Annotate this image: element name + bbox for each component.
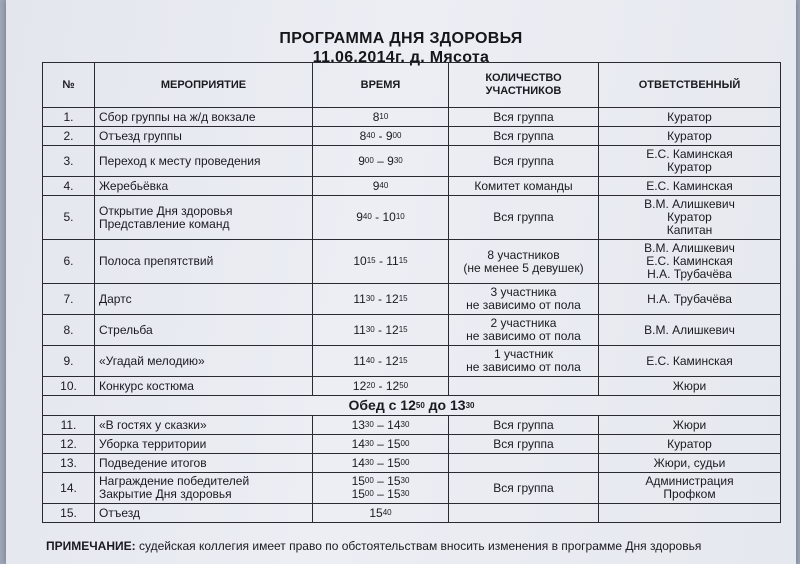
time-text: 8 (359, 128, 367, 143)
responsible-cell (599, 416, 781, 435)
responsible-name: Н.А. Трубачёва (647, 291, 732, 306)
time-text: 11 (353, 291, 366, 306)
participants-cell (449, 196, 599, 240)
row-number: 5. (43, 196, 95, 240)
note-text: судейская коллегия имеет право по обстоятельствам вносить изменения в программе Дня здоровья (135, 539, 702, 553)
time-superscript: 40 (365, 355, 375, 365)
lunch-break (43, 396, 781, 416)
time-text: 9 (358, 153, 365, 168)
notice-sheet (6, 0, 796, 564)
responsible-cell (599, 504, 781, 523)
time-superscript: 10 (395, 212, 405, 221)
header-time: ВРЕМЯ (313, 63, 449, 108)
time-text: - 12 (375, 378, 400, 393)
time-line (317, 211, 444, 224)
time-superscript: 30 (393, 155, 403, 165)
time-line (317, 507, 444, 520)
time-text: - 11 (375, 254, 399, 268)
participants-cell (449, 416, 599, 435)
row-number: 2. (43, 127, 95, 146)
time-text: - 9 (375, 128, 393, 143)
responsible-name: Куратор (667, 128, 712, 143)
row-number: 7. (43, 284, 95, 315)
table-row (43, 284, 781, 315)
event-name: «В гостях у сказки» (99, 417, 207, 432)
program-title: ПРОГРАММА ДНЯ ЗДОРОВЬЯ (279, 30, 523, 47)
responsible-name: Е.С. Каминская (646, 254, 733, 268)
row-number: 13. (43, 454, 95, 473)
participants-text: не зависимо от пола (466, 298, 581, 312)
event-cell (95, 284, 313, 315)
responsible-cell (599, 108, 781, 127)
time-text: 15 (351, 474, 365, 488)
participants-text: не зависимо от пола (466, 329, 581, 343)
event-name: Полоса препятствий (99, 254, 214, 268)
participants-text: Вся группа (493, 153, 554, 168)
time-text: - 12 (374, 322, 399, 337)
participants-cell (449, 177, 599, 196)
event-cell (95, 377, 313, 396)
time-superscript: 10 (379, 111, 389, 121)
row-number: 4. (43, 177, 95, 196)
time-superscript: 30 (364, 457, 374, 467)
time-cell (313, 196, 449, 240)
time-text: - 12 (374, 291, 399, 306)
time-superscript: 15 (398, 355, 408, 365)
time-superscript: 30 (465, 401, 475, 410)
responsible-cell (599, 473, 781, 504)
participants-cell (449, 377, 599, 396)
event-name: Закрытие Дня здоровья (99, 487, 232, 501)
time-text: 12 (352, 378, 367, 393)
time-superscript: 00 (400, 438, 410, 448)
responsible-cell (599, 196, 781, 240)
time-superscript: 40 (379, 180, 389, 190)
time-line (317, 380, 444, 393)
lunch-row (43, 396, 781, 416)
time-superscript: 30 (364, 438, 374, 448)
time-text: – 9 (373, 153, 394, 168)
event-name: Уборка территории (99, 436, 207, 451)
participants-cell (449, 315, 599, 346)
event-name: Открытие Дня здоровья (99, 203, 233, 218)
participants-text: Вся группа (493, 417, 554, 432)
time-superscript: 40 (382, 507, 392, 517)
responsible-cell (599, 177, 781, 196)
event-cell (95, 504, 313, 523)
time-text: - 12 (374, 353, 399, 368)
header-responsible: ОТВЕТСТВЕННЫЙ (599, 63, 781, 108)
row-number: 1. (43, 108, 95, 127)
responsible-cell (599, 377, 781, 396)
time-superscript: 40 (362, 212, 372, 221)
event-name: Отъезд (99, 505, 140, 520)
time-superscript: 30 (400, 419, 410, 429)
event-cell (95, 177, 313, 196)
responsible-cell (599, 346, 781, 377)
event-cell (95, 240, 313, 284)
responsible-name: Е.С. Каминская (646, 353, 733, 368)
time-cell (313, 454, 449, 473)
table-row (43, 473, 781, 504)
time-superscript: 30 (400, 489, 410, 498)
participants-text: Вся группа (493, 109, 554, 124)
time-text: – 15 (373, 436, 401, 451)
responsible-name: Куратор (667, 436, 712, 451)
time-superscript: 00 (392, 130, 402, 140)
responsible-cell (599, 127, 781, 146)
participants-text: Вся группа (493, 436, 554, 451)
responsible-name: Е.С. Каминская (646, 147, 733, 161)
time-line (317, 438, 444, 451)
participants-text: 2 участника (490, 316, 557, 330)
time-superscript: 20 (366, 380, 376, 390)
row-number: 3. (43, 146, 95, 177)
time-cell (313, 177, 449, 196)
participants-text: 1 участник (493, 347, 553, 361)
row-number: 14. (43, 473, 95, 504)
time-line (317, 255, 444, 268)
time-text: – 15 (373, 487, 401, 501)
time-text: – 14 (373, 417, 401, 432)
table-row (43, 127, 781, 146)
time-text: 9 (356, 210, 363, 224)
time-cell (313, 315, 449, 346)
responsible-name: В.М. Алишкевич (644, 322, 735, 337)
note-label: ПРИМЕЧАНИЕ: (46, 539, 136, 553)
time-superscript: 15 (398, 324, 408, 334)
time-text: 8 (372, 109, 380, 124)
time-line (317, 130, 444, 143)
time-line (317, 419, 444, 432)
event-cell (95, 473, 313, 504)
time-cell (313, 346, 449, 377)
participants-text: Комитет команды (474, 178, 573, 193)
time-cell (313, 416, 449, 435)
responsible-name: Куратор (667, 160, 712, 174)
program-date-place: 11.06.2014г. д. Мясота (312, 49, 490, 66)
time-superscript: 30 (364, 419, 374, 429)
event-name: Отъезд группы (99, 128, 182, 143)
time-cell (313, 435, 449, 454)
table-row (43, 240, 781, 284)
responsible-cell (599, 146, 781, 177)
responsible-cell (599, 454, 781, 473)
participants-cell (449, 108, 599, 127)
event-name: Сбор группы на ж/д вокзале (99, 109, 256, 124)
event-name: Награждение победителей (99, 474, 250, 488)
responsible-name: Куратор (667, 109, 712, 124)
time-superscript: 30 (400, 476, 410, 485)
time-text: 11 (353, 322, 366, 337)
row-number: 12. (43, 435, 95, 454)
time-line (317, 293, 444, 306)
event-cell (95, 435, 313, 454)
table-header-row (43, 63, 781, 108)
responsible-cell (599, 240, 781, 284)
event-cell (95, 454, 313, 473)
row-number: 10. (43, 377, 95, 396)
table-row (43, 504, 781, 523)
time-cell (313, 240, 449, 284)
participants-text: не зависимо от пола (466, 360, 581, 374)
responsible-name: Жюри, судьи (653, 455, 726, 470)
responsible-cell (599, 435, 781, 454)
participants-cell (449, 127, 599, 146)
event-cell (95, 127, 313, 146)
time-text: 14 (351, 455, 365, 470)
event-cell (95, 196, 313, 240)
time-cell (313, 284, 449, 315)
event-name: Дартс (99, 291, 132, 306)
event-name: Конкурс костюма (99, 378, 194, 393)
event-cell (95, 146, 313, 177)
participants-cell (449, 346, 599, 377)
header-participants: КОЛИЧЕСТВО УЧАСТНИКОВ (449, 63, 599, 108)
row-number: 8. (43, 315, 95, 346)
participants-cell (449, 435, 599, 454)
row-number: 6. (43, 240, 95, 284)
table-row (43, 377, 781, 396)
time-cell (313, 377, 449, 396)
event-name: Жеребьёвка (99, 178, 169, 193)
header-num: № (43, 63, 95, 108)
time-superscript: 40 (366, 130, 376, 140)
table-row (43, 454, 781, 473)
table-row (43, 108, 781, 127)
time-cell (313, 146, 449, 177)
time-text: – 15 (373, 455, 401, 470)
participants-text: 3 участника (490, 285, 557, 299)
time-text: 9 (372, 178, 380, 193)
responsible-name: Администрация (645, 474, 734, 488)
event-name: Представление команд (99, 216, 230, 231)
time-text: - 10 (371, 210, 396, 224)
responsible-name: В.М. Алишкевич (644, 241, 735, 255)
row-number: 11. (43, 416, 95, 435)
participants-cell (449, 146, 599, 177)
time-cell (313, 473, 449, 504)
time-superscript: 50 (415, 401, 425, 410)
time-text: 10 (353, 254, 367, 268)
responsible-cell (599, 315, 781, 346)
time-text: до 13 (424, 397, 466, 413)
time-superscript: 30 (365, 293, 375, 303)
time-superscript: 30 (365, 324, 375, 334)
table-row (43, 435, 781, 454)
time-text: 11 (353, 353, 366, 368)
participants-cell (449, 454, 599, 473)
time-superscript: 15 (398, 256, 408, 265)
responsible-name: Капитан (666, 223, 713, 237)
time-text: Обед с 12 (348, 397, 416, 413)
time-line (317, 155, 444, 168)
time-line (317, 180, 444, 193)
time-superscript: 00 (400, 457, 410, 467)
note (46, 539, 701, 553)
event-cell (95, 346, 313, 377)
table-row (43, 416, 781, 435)
event-cell (95, 416, 313, 435)
time-superscript: 50 (399, 380, 409, 390)
time-line (317, 457, 444, 470)
time-text: – 15 (373, 474, 401, 488)
time-line (317, 324, 444, 337)
event-cell (95, 315, 313, 346)
table-row (43, 315, 781, 346)
responsible-name: Профком (663, 487, 716, 501)
participants-cell (449, 284, 599, 315)
responsible-name: Жюри (672, 378, 707, 393)
table-row (43, 177, 781, 196)
participants-text: (не менее 5 девушек) (463, 260, 584, 275)
time-superscript: 15 (398, 293, 408, 303)
table-row (43, 346, 781, 377)
time-text: 13 (351, 417, 365, 432)
participants-text: 8 участников (487, 247, 560, 262)
header-event: МЕРОПРИЯТИЕ (95, 63, 313, 108)
time-cell (313, 127, 449, 146)
event-name: Переход к месту проведения (99, 153, 261, 168)
time-text: 14 (351, 436, 365, 451)
time-line (317, 355, 444, 368)
participants-cell (449, 473, 599, 504)
event-name: Стрельба (99, 322, 153, 337)
row-number: 15. (43, 504, 95, 523)
event-name: «Угадай мелодию» (99, 353, 205, 368)
responsible-cell (599, 284, 781, 315)
participants-cell (449, 504, 599, 523)
time-superscript: 00 (364, 476, 374, 485)
responsible-name: Н.А. Трубачёва (647, 267, 732, 281)
responsible-name: Е.С. Каминская (646, 178, 733, 193)
participants-text: Вся группа (493, 210, 554, 224)
participants-text: Вся группа (493, 480, 554, 495)
program-table (42, 62, 781, 523)
responsible-name: Куратор (667, 210, 712, 224)
time-superscript: 15 (366, 256, 376, 265)
table-body (43, 108, 781, 523)
table-row (43, 196, 781, 240)
time-text: 15 (369, 505, 383, 520)
table-row (43, 146, 781, 177)
time-text: 15 (351, 487, 365, 501)
time-superscript: 00 (364, 489, 374, 498)
event-cell (95, 108, 313, 127)
time-line (317, 488, 444, 501)
time-cell (313, 108, 449, 127)
event-name: Подведение итогов (99, 455, 207, 470)
time-superscript: 00 (364, 155, 374, 165)
responsible-name: Жюри (672, 417, 707, 432)
row-number: 9. (43, 346, 95, 377)
participants-text: Вся группа (493, 128, 554, 143)
time-cell (313, 504, 449, 523)
participants-cell (449, 240, 599, 284)
time-line (317, 111, 444, 124)
responsible-name: В.М. Алишкевич (644, 197, 735, 211)
